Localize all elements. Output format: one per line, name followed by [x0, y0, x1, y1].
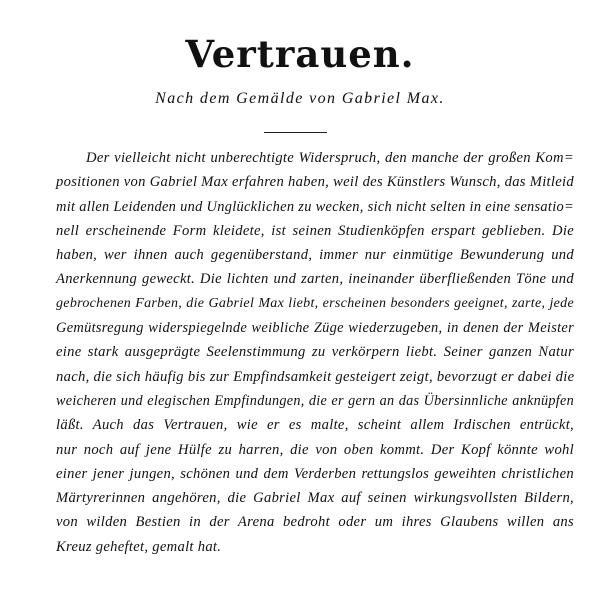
page-title: Vertrauen.	[185, 32, 415, 76]
text-line: mit allen Leidenden und Unglücklichen zu wecken, sich nicht selten in eine sensatio=	[56, 198, 574, 215]
body-paragraph	[56, 146, 574, 559]
text-line: haben, wer ihnen auch gegenüberstand, immer nur einmütige Bewunderung und	[56, 247, 574, 264]
text-line: weicheren und elegischen Empfindungen, die er gern an das Übersinnliche anknüpfen	[56, 392, 574, 409]
text-line: nach, die sich häufig bis zur Empfindsamkeit gesteigert zeigt, bevorzugt er dabei die	[56, 368, 575, 385]
text-line: positionen von Gabriel Max erfahren haben, weil des Künstlers Wunsch, das Mitleid	[56, 174, 574, 191]
text-line: Kreuz geheftet, gemalt hat.	[56, 538, 222, 555]
text-line: Gemütsregung widerspiegelnde weibliche Züge wiederzugeben, in denen der Meister	[56, 320, 574, 337]
text-line: Anerkennung geweckt. Die lichten und zarten, ineinander überfließenden Töne und	[56, 271, 574, 288]
text-line: eine stark ausgeprägte Seelenstimmung zu verkörpern liebt. Seiner ganzen Natur	[56, 344, 574, 361]
text-line: nell erscheinende Form kleidete, ist seinen Studienköpfen erspart geblieben. Die	[56, 222, 574, 239]
text-line: gebrochenen Farben, die Gabriel Max liebt, erscheinen besonders geeignet, zarte, jede	[56, 295, 574, 311]
text-line: nur noch auf jene Hülfe zu harren, die von oben kommt. Der Kopf könnte wohl	[56, 441, 574, 458]
text-line: Märtyrerinnen angehören, die Gabriel Max auf seinen wirkungsvollsten Bildern,	[56, 490, 574, 507]
title-divider	[264, 132, 327, 133]
text-line: Der vielleicht nicht unberechtigte Widerspruch, den manche der großen Kom=	[86, 150, 574, 166]
text-line: von wilden Bestien in der Arena bedroht oder um ihres Glaubens willen ans	[56, 514, 574, 531]
text-line: einer jener jungen, schönen und dem Verderben rettungslos geweihten christlichen	[56, 465, 574, 482]
page-subtitle: Nach dem Gemälde von Gabriel Max.	[155, 90, 445, 107]
text-line: läßt. Auch das Vertrauen, wie er es malte, scheint allem Irdischen entrückt,	[56, 417, 574, 434]
